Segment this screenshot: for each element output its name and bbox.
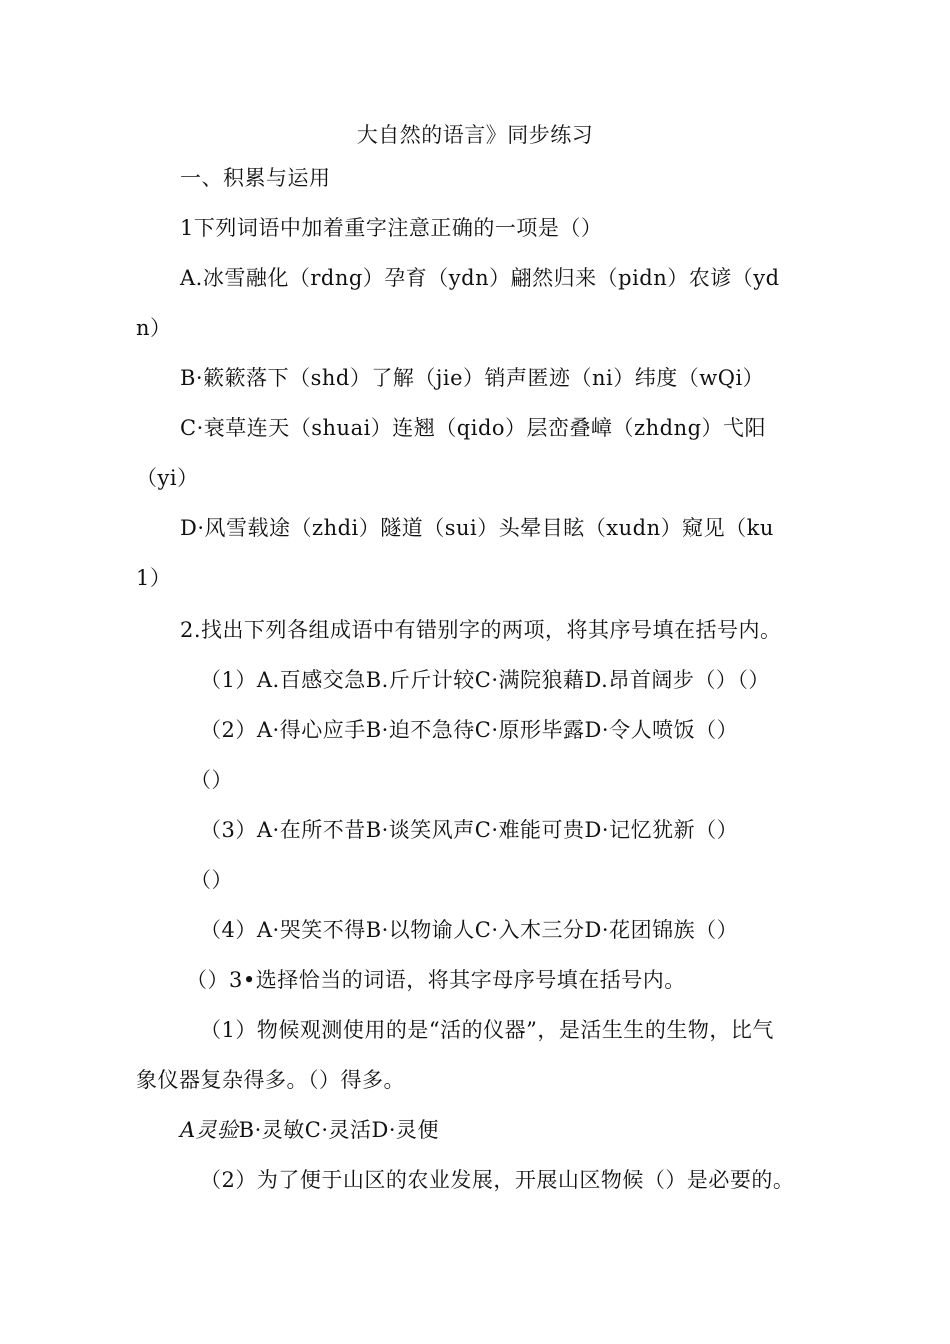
question-2-item-3: （3）A·在所不昔B·谈笑风声C·难能可贵D·记忆犹新（） — [200, 818, 739, 842]
question-2-item-3-continued: （） — [190, 868, 233, 892]
question-1-stem: 1下列词语中加着重字注意正确的一项是（） — [180, 216, 603, 240]
question-2-item-2: （2）A·得心应手B·迫不急待C·原形毕露D·令人喷饭（） — [200, 718, 739, 742]
question-1-option-d: D·风雪载途（zhdi）隧道（sui）头晕目眩（xudn）窥见（ku — [180, 516, 774, 540]
question-2-item-4: （4）A·哭笑不得B·以物谕人C·入木三分D·花团锦族（） — [200, 918, 739, 942]
options-rest: B·灵敏C·灵活D·灵便 — [238, 1118, 440, 1142]
question-1-option-a: A.冰雪融化（rdng）孕育（ydn）翩然归来（pidn）农谚（yd — [180, 266, 780, 290]
question-2-item-1: （1）A.百感交急B.斤斤计较C·满院狼藉D.昂首阔步（）（） — [200, 668, 770, 692]
question-1-option-c: C·衰草连天（shuai）连翘（qido）层峦叠嶂（zhdng）弋阳 — [180, 416, 767, 440]
question-2-item-2-continued: （） — [190, 768, 233, 792]
page-title: 大自然的语言》同步练习 — [356, 123, 594, 147]
section-heading: 一、积累与运用 — [180, 166, 331, 190]
question-3-stem: （）3•选择恰当的词语，将其字母序号填在括号内。 — [186, 968, 686, 992]
question-3-item-1: （1）物候观测使用的是“活的仪器”，是活生生的生物，比气 — [200, 1018, 774, 1042]
question-1-option-c-continued: （yi） — [136, 466, 199, 490]
option-a-italic: A灵验 — [180, 1118, 239, 1142]
question-3-item-1-options — [180, 1116, 439, 1144]
question-3-item-2: （2）为了便于山区的农业发展，开展山区物候（）是必要的。 — [200, 1168, 795, 1192]
question-1-option-a-continued: n） — [136, 316, 172, 340]
question-2-stem: 2.找出下列各组成语中有错别字的两项，将其序号填在括号内。 — [180, 618, 782, 642]
question-1-option-b: B·簌簌落下（shd）了解（jie）销声匿迹（ni）纬度（wQi） — [180, 366, 765, 390]
question-1-option-d-continued: 1） — [136, 566, 172, 590]
question-3-item-1-continued: 象仪器复杂得多。（）得多。 — [136, 1068, 405, 1092]
